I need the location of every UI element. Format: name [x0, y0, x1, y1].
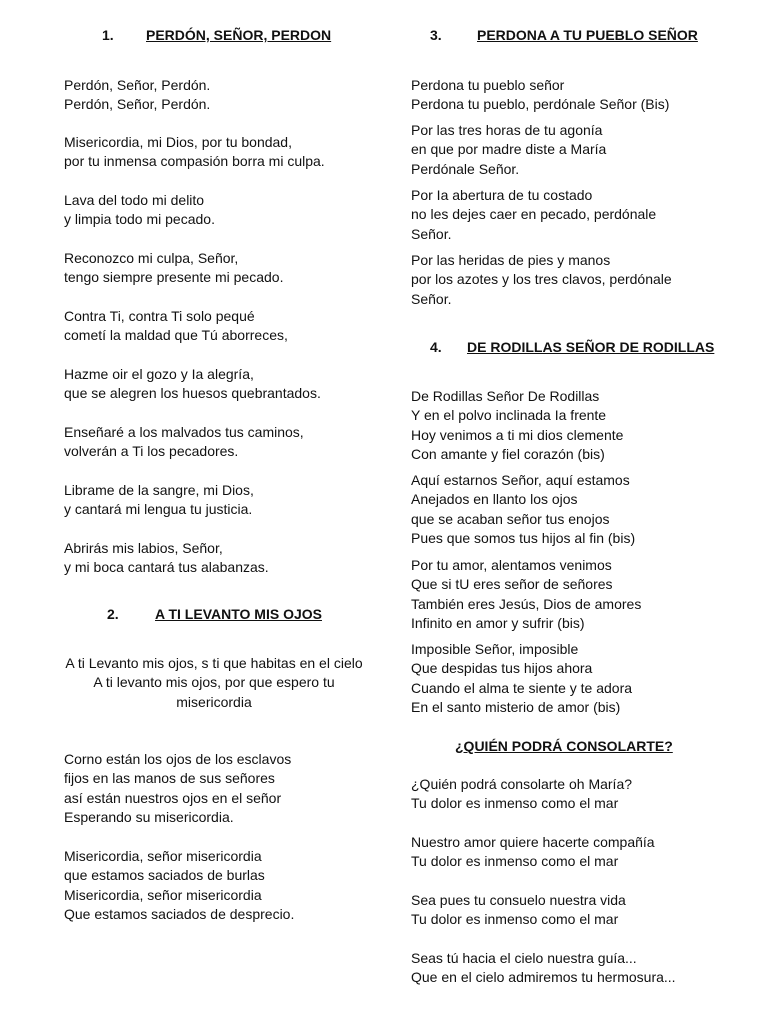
song-4-stanza — [411, 640, 711, 717]
lyric-line: por tu inmensa compasión borra mi culpa. — [64, 153, 325, 170]
lyric-line: ¿Quién podrá consolarte oh María? — [411, 776, 633, 792]
song-1-stanza — [64, 307, 364, 346]
song-number: 1. — [102, 27, 114, 43]
song-3-stanza — [411, 121, 711, 179]
lyric-line: Que en el cielo admiremos tu hermosura... — [411, 969, 676, 986]
lyric-line: Misericordia, señor misericordia — [64, 848, 262, 864]
lyric-line: Perdona tu pueblo, perdónale Señor (Bis) — [411, 96, 670, 113]
lyric-line: en que por madre diste a María — [411, 141, 607, 158]
lyric-line: Pues que somos tus hijos al fin (bis) — [411, 529, 636, 546]
lyric-line: Corno están los ojos de los esclavos — [64, 751, 292, 767]
song-number: 3. — [430, 27, 442, 43]
lyric-line: Aquí estarnos Señor, aquí estamos — [411, 472, 630, 488]
lyric-line: y mi boca cantará tus alabanzas. — [64, 559, 269, 576]
song-5-stanza — [411, 775, 711, 814]
lyric-line: Reconozco mi culpa, Señor, — [64, 250, 239, 266]
lyric-line: Enseñaré a los malvados tus caminos, — [64, 424, 304, 440]
lyric-line: Cuando el alma te siente y te adora — [411, 679, 633, 696]
lyric-line: Señor. — [411, 290, 452, 307]
song-5-stanza — [411, 833, 711, 872]
lyric-line: Perdona tu pueblo señor — [411, 77, 565, 93]
song-title: PERDONA A TU PUEBLO SEÑOR — [477, 27, 698, 43]
lyric-line: Perdónale Señor. — [411, 160, 520, 177]
lyric-line: A ti Levanto mis ojos, s ti que habitas en el cielo — [65, 655, 363, 671]
lyric-line: Sea pues tu consuelo nuestra vida — [411, 892, 626, 908]
lyric-line: que se acaban señor tus enojos — [411, 510, 610, 527]
lyric-line: Que despidas tus hijos ahora — [411, 660, 593, 677]
song-4-stanza — [411, 387, 711, 464]
lyric-line: A ti levanto mis ojos, por que espero tu misericordia — [93, 674, 335, 710]
lyric-line: Misericordia, señor misericordia — [64, 886, 262, 903]
lyric-line: Esperando su misericordia. — [64, 808, 234, 825]
lyric-line: Por Ia abertura de tu costado — [411, 187, 593, 203]
lyric-line: En el santo misterio de amor (bis) — [411, 698, 621, 715]
song-2-stanza — [64, 847, 364, 924]
song-1-stanza — [64, 191, 364, 230]
lyric-line: Señor. — [411, 225, 452, 242]
song-1-stanza — [64, 133, 364, 172]
song-3-stanza — [411, 76, 711, 115]
lyric-line: Tu dolor es inmenso como el mar — [411, 853, 619, 870]
song-3-stanza — [411, 251, 711, 309]
lyric-line: tengo siempre presente mi pecado. — [64, 269, 284, 286]
lyric-line: Que si tU eres señor de señores — [411, 576, 613, 593]
lyric-line: fijos en las manos de sus señores — [64, 770, 275, 787]
lyric-line: no les dejes caer en pecado, perdónale — [411, 206, 657, 223]
song-1-stanza — [64, 539, 364, 578]
lyric-line: Nuestro amor quiere hacerte compañía — [411, 834, 655, 850]
song-2-stanza — [64, 750, 364, 827]
lyric-line: Por las heridas de pies y manos — [411, 252, 611, 268]
song-1-stanza — [64, 481, 364, 520]
lyric-line: Por las tres horas de tu agonía — [411, 122, 603, 138]
lyric-line: cometí la maldad que Tú aborreces, — [64, 327, 288, 344]
lyric-line: Infinito en amor y sufrir (bis) — [411, 614, 585, 631]
lyric-line: así están nuestros ojos en el señor — [64, 789, 282, 806]
lyric-line: Tu dolor es inmenso como el mar — [411, 911, 619, 928]
lyric-line: Hazme oir el gozo y Ia alegría, — [64, 366, 254, 382]
lyric-line: que se alegren los huesos quebrantados. — [64, 385, 321, 402]
song-5-stanza — [411, 891, 711, 930]
song-number: 2. — [107, 606, 119, 622]
song-4-stanza — [411, 471, 711, 548]
song-title: PERDÓN, SEÑOR, PERDON — [146, 27, 332, 43]
song-title: DE RODILLAS SEÑOR DE RODILLAS — [467, 339, 715, 355]
song-1-stanza — [64, 365, 364, 404]
lyric-line: Contra Ti, contra Ti solo pequé — [64, 308, 255, 324]
lyric-line: Y en el polvo inclinada Ia frente — [411, 407, 607, 424]
lyric-line: por los azotes y los tres clavos, perdónale — [411, 271, 672, 288]
song-5-stanza — [411, 949, 711, 988]
song-1-stanza — [64, 423, 364, 462]
lyric-line: También eres Jesús, Dios de amores — [411, 595, 642, 612]
lyric-line: Abrirás mis labios, Señor, — [64, 540, 223, 556]
lyric-line: Hoy venimos a ti mi dios clemente — [411, 426, 624, 443]
lyric-line: que estamos saciados de burlas — [64, 867, 265, 884]
lyric-line: Imposible Señor, imposible — [411, 641, 579, 657]
lyric-line: y limpia todo mi pecado. — [64, 211, 215, 228]
lyric-line: Misericordia, mi Dios, por tu bondad, — [64, 134, 292, 150]
lyric-line: Tu dolor es inmenso como el mar — [411, 795, 619, 812]
song-3-stanza — [411, 186, 711, 244]
lyric-line: Con amante y fiel corazón (bis) — [411, 445, 605, 462]
lyric-line: Perdón, Señor, Perdón. — [64, 96, 211, 113]
song-2-stanza — [58, 654, 370, 712]
lyric-line: De Rodillas Señor De Rodillas — [411, 388, 600, 404]
lyric-line: Lava del todo mi delito — [64, 192, 205, 208]
song-1-stanza — [64, 249, 364, 288]
song-title: ¿QUIÉN PODRÁ CONSOLARTE? — [455, 738, 673, 754]
lyric-line: volverán a Ti los pecadores. — [64, 443, 239, 460]
lyric-line: Seas tú hacia el cielo nuestra guía... — [411, 950, 637, 966]
song-title: A TI LEVANTO MIS OJOS — [155, 606, 322, 622]
lyric-line: Librame de la sangre, mi Dios, — [64, 482, 254, 498]
lyric-line: Que estamos saciados de desprecio. — [64, 905, 295, 922]
lyric-line: Anejados en llanto los ojos — [411, 491, 578, 508]
lyric-line: Perdón, Señor, Perdón. — [64, 77, 211, 93]
song-1-stanza — [64, 76, 364, 115]
lyric-line: y cantará mi lengua tu justicia. — [64, 501, 253, 518]
song-number: 4. — [430, 339, 442, 355]
song-4-stanza — [411, 556, 711, 633]
lyric-line: Por tu amor, alentamos venimos — [411, 557, 612, 573]
